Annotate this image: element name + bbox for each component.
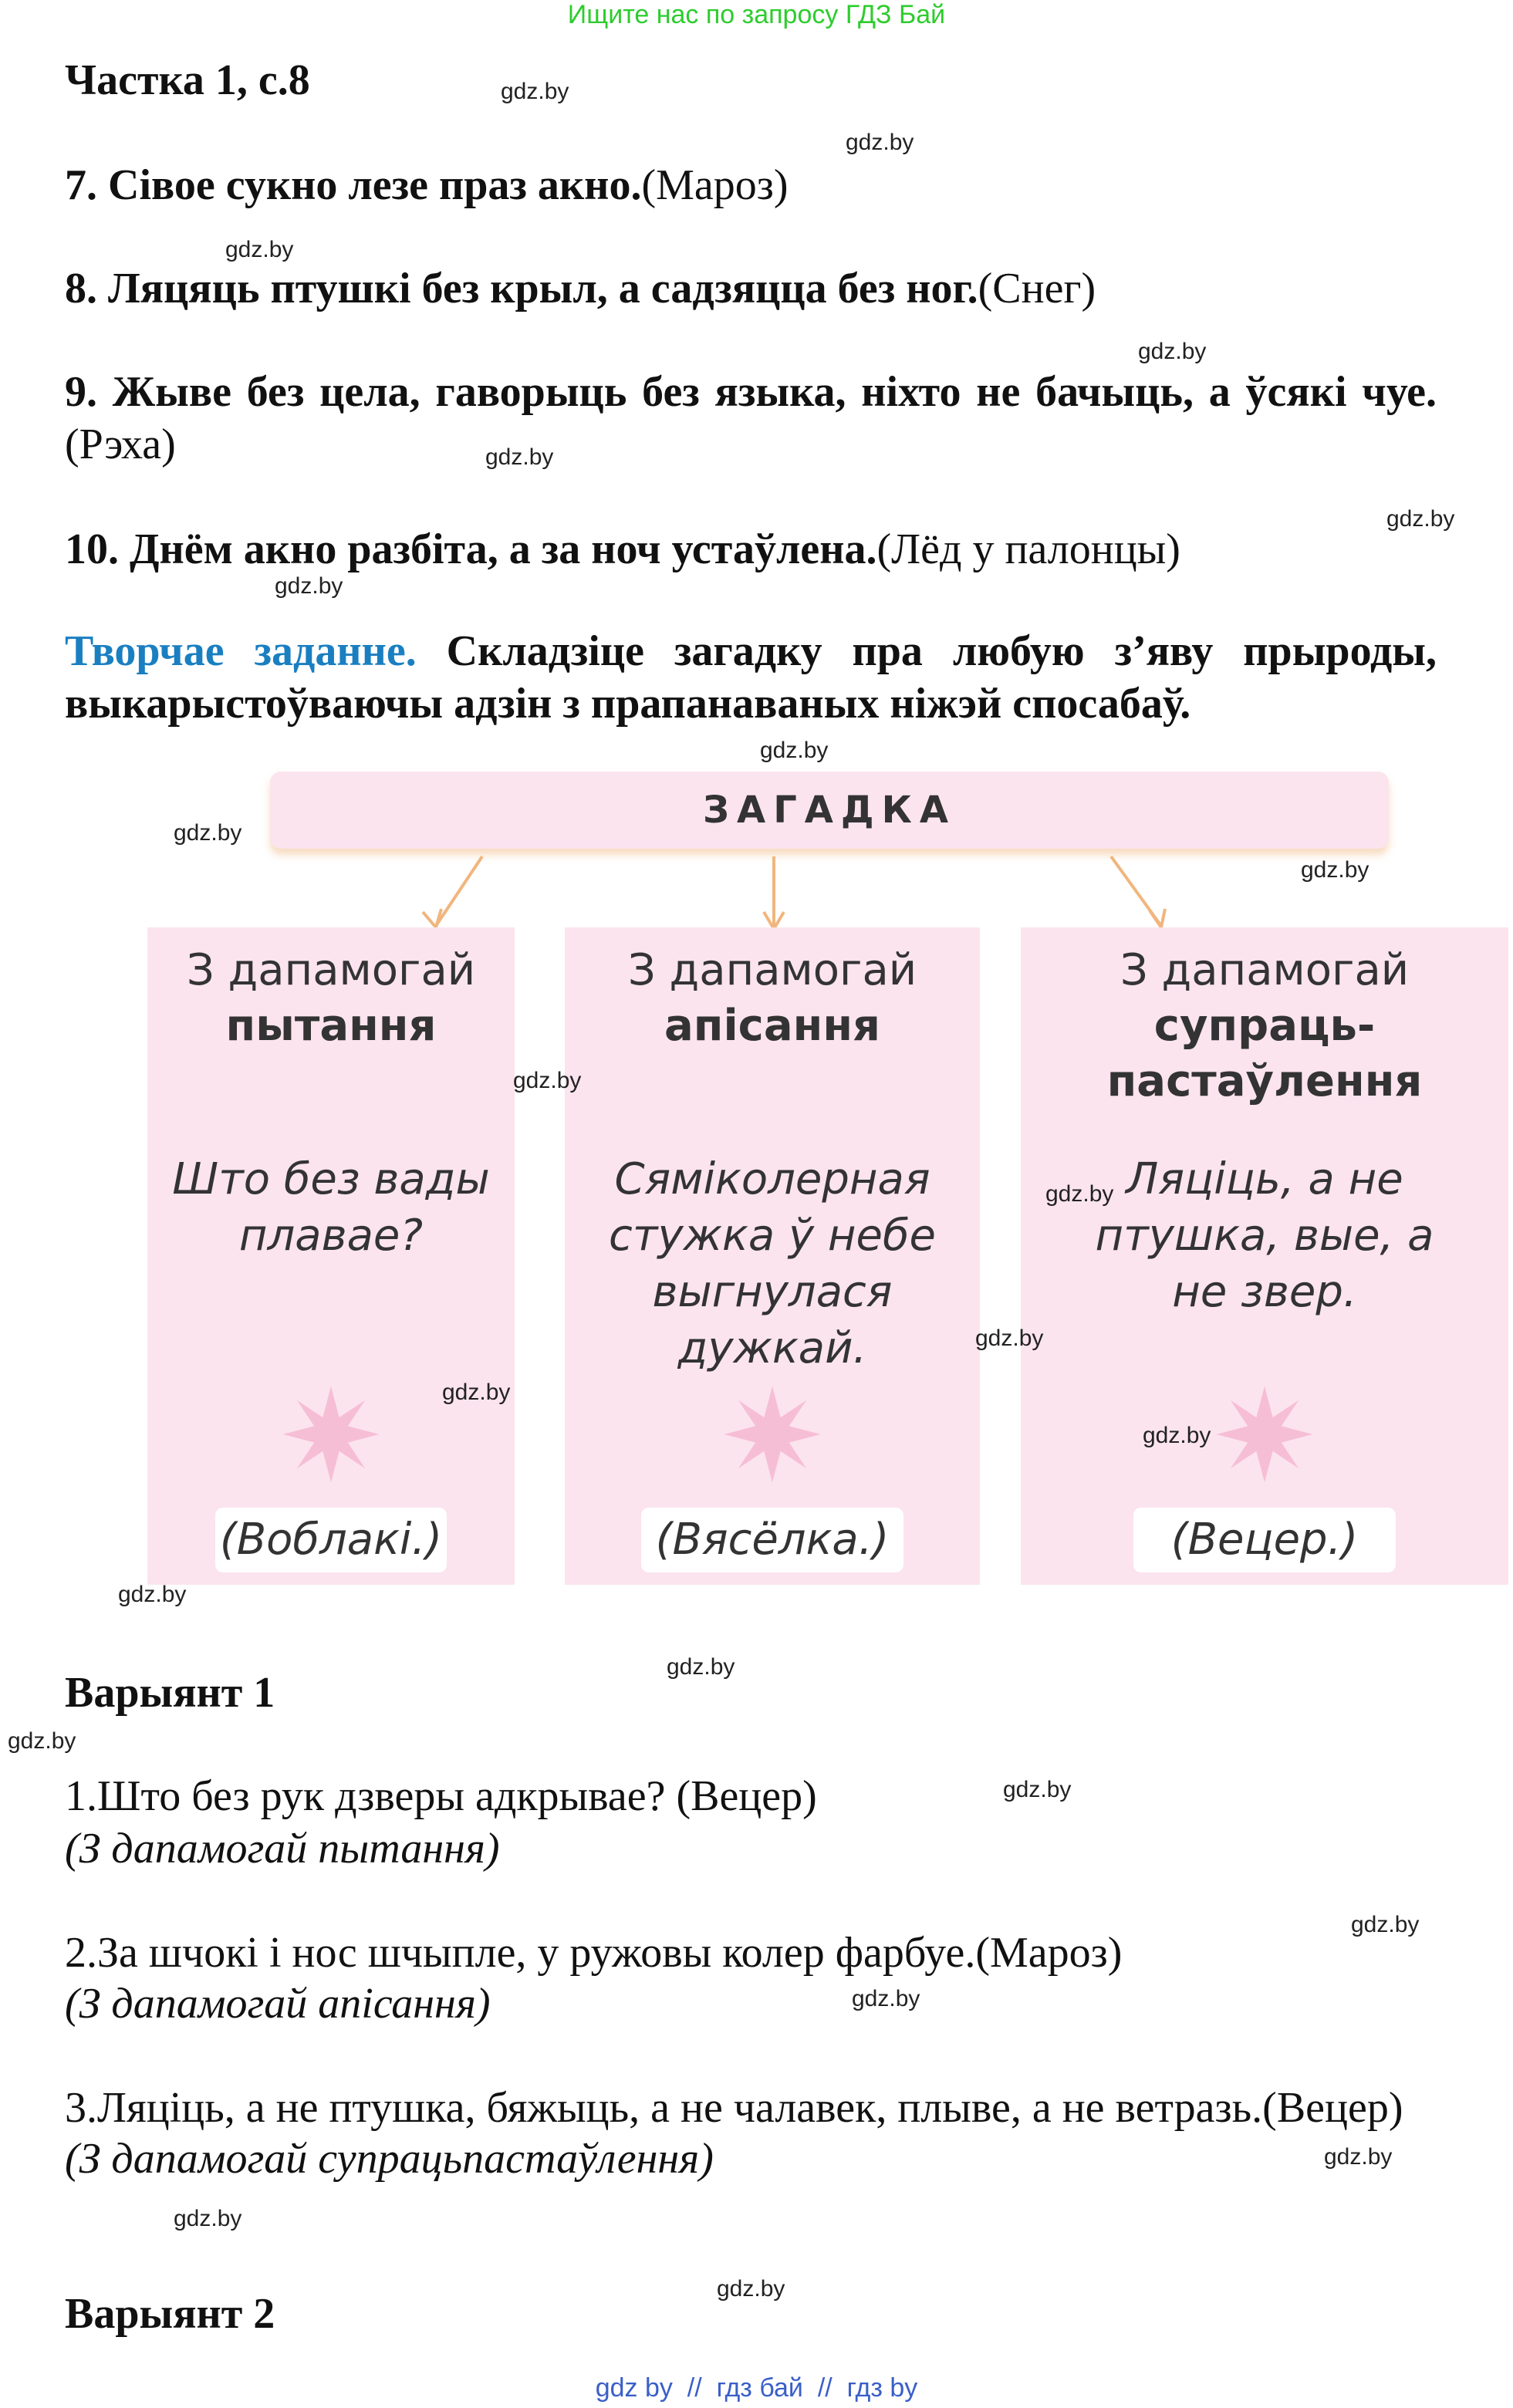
watermark: gdz.by bbox=[1143, 1423, 1211, 1448]
variant-2-title: Варыянт 2 bbox=[65, 2290, 275, 2338]
riddle-7 bbox=[65, 159, 789, 211]
column-method-cont: пастаўлення bbox=[1106, 1056, 1423, 1106]
variant-1-item-3-method: (З дапамогай супрацьпастаўлення) bbox=[65, 2135, 714, 2183]
ornament-star-icon bbox=[281, 1384, 381, 1484]
column-riddle: Ляціць, а не птушка, вые, а не звер. bbox=[1095, 1154, 1434, 1317]
variant-1-item-1-method: (З дапамогай пытання) bbox=[65, 1825, 500, 1873]
variant-1-item-2-method: (З дапамогай апісання) bbox=[65, 1980, 491, 2028]
watermark: gdz.by bbox=[852, 1986, 920, 2011]
riddle-text: 9. Жыве без цела, гаворыць без языка, ніхто не бачыць, а ўсякі чуе. bbox=[65, 368, 1437, 416]
riddle-9 bbox=[65, 366, 1437, 471]
watermark: gdz.by bbox=[1138, 339, 1207, 364]
watermark: gdz.by bbox=[174, 2206, 242, 2231]
column-subtitle: З дапамогай bbox=[627, 945, 917, 995]
riddle-answer: (Снег) bbox=[978, 265, 1096, 312]
riddle-text: 8. Ляцяць птушкі без крыл, а садзяцца без ног. bbox=[65, 265, 978, 312]
watermark: gdz.by bbox=[846, 130, 914, 155]
riddle-answer: (Мароз) bbox=[641, 161, 789, 209]
page-heading: Частка 1, с.8 bbox=[65, 56, 310, 104]
diagram-column-question bbox=[147, 927, 515, 1585]
column-method: пытання bbox=[225, 1001, 437, 1051]
column-answer: (Воблакі.) bbox=[215, 1508, 447, 1572]
ornament-star-icon bbox=[1214, 1384, 1315, 1484]
watermark: gdz.by bbox=[225, 237, 294, 262]
ornament-star-icon bbox=[722, 1384, 822, 1484]
watermark: gdz.by bbox=[442, 1380, 511, 1405]
watermark: gdz.by bbox=[485, 444, 554, 470]
riddle-text: 7. Сівое сукно лезе праз акно. bbox=[65, 161, 642, 209]
column-answer: (Вецер.) bbox=[1133, 1508, 1396, 1572]
watermark: gdz.by bbox=[1301, 857, 1369, 883]
riddle-answer: (Лёд у палонцы) bbox=[876, 525, 1180, 573]
column-answer: (Вясёлка.) bbox=[641, 1508, 903, 1572]
column-method: апісання bbox=[664, 1001, 880, 1051]
watermark: gdz.by bbox=[667, 1654, 735, 1680]
watermark: gdz.by bbox=[174, 820, 242, 846]
column-subtitle: З дапамогай bbox=[186, 945, 476, 995]
column-subtitle: З дапамогай bbox=[1120, 945, 1410, 995]
diagram-column-description bbox=[565, 927, 980, 1585]
variant-1-item-3: 3.Ляціць, а не птушка, бяжыць, а не чалавек, плыве, а не ветразь.(Вецер) bbox=[65, 2084, 1403, 2132]
watermark: gdz.by bbox=[975, 1326, 1044, 1351]
variant-1-item-1: 1.Што без рук дзверы адкрывае? (Вецер) bbox=[65, 1772, 817, 1820]
watermark: gdz.by bbox=[717, 2276, 785, 2302]
creative-task bbox=[65, 625, 1437, 730]
watermark: gdz.by bbox=[275, 573, 343, 599]
watermark: gdz.by bbox=[1003, 1777, 1072, 1802]
arrow-left bbox=[436, 856, 482, 926]
variant-1-item-2: 2.За шчокі і нос шчыпле, у ружовы колер фарбуе.(Мароз) bbox=[65, 1929, 1123, 1977]
watermark: gdz.by bbox=[118, 1582, 187, 1607]
watermark: gdz.by bbox=[8, 1728, 76, 1754]
watermark: gdz.by bbox=[513, 1068, 582, 1093]
column-method: супраць- bbox=[1153, 1001, 1376, 1051]
riddle-10 bbox=[65, 523, 1180, 576]
footer-links[interactable]: gdz by // гдз бай // гдз by bbox=[595, 2373, 918, 2403]
riddle-answer: (Рэха) bbox=[65, 420, 176, 468]
diagram-arrows bbox=[0, 849, 1513, 934]
watermark: gdz.by bbox=[501, 79, 569, 104]
watermark: gdz.by bbox=[760, 738, 829, 763]
watermark: gdz.by bbox=[1045, 1181, 1114, 1207]
watermark: gdz.by bbox=[1386, 506, 1455, 532]
column-riddle: Што без вады плавае? bbox=[172, 1154, 490, 1261]
diagram-column-contrast bbox=[1021, 927, 1508, 1585]
column-riddle: Сяміколерная стужка ў небе выгнулася дужкай. bbox=[609, 1154, 936, 1373]
watermark: gdz.by bbox=[1324, 2144, 1393, 2170]
task-label: Творчае заданне. bbox=[65, 627, 417, 675]
watermark: gdz.by bbox=[1351, 1912, 1420, 1937]
diagram-title-box: ЗАГАДКА bbox=[270, 772, 1389, 849]
search-hint-banner[interactable]: Ищите нас по запросу ГДЗ Бай bbox=[567, 0, 946, 29]
task-text: Складзіце загадку пра любую з’яву прыроды, выкарыстоўваючы адзін з прапанаваных ніжэй спосабаў. bbox=[65, 627, 1437, 728]
riddle-8 bbox=[65, 262, 1096, 315]
variant-1-title: Варыянт 1 bbox=[65, 1669, 275, 1717]
riddle-text: 10. Днём акно разбіта, а за ноч устаўлена. bbox=[65, 525, 877, 573]
